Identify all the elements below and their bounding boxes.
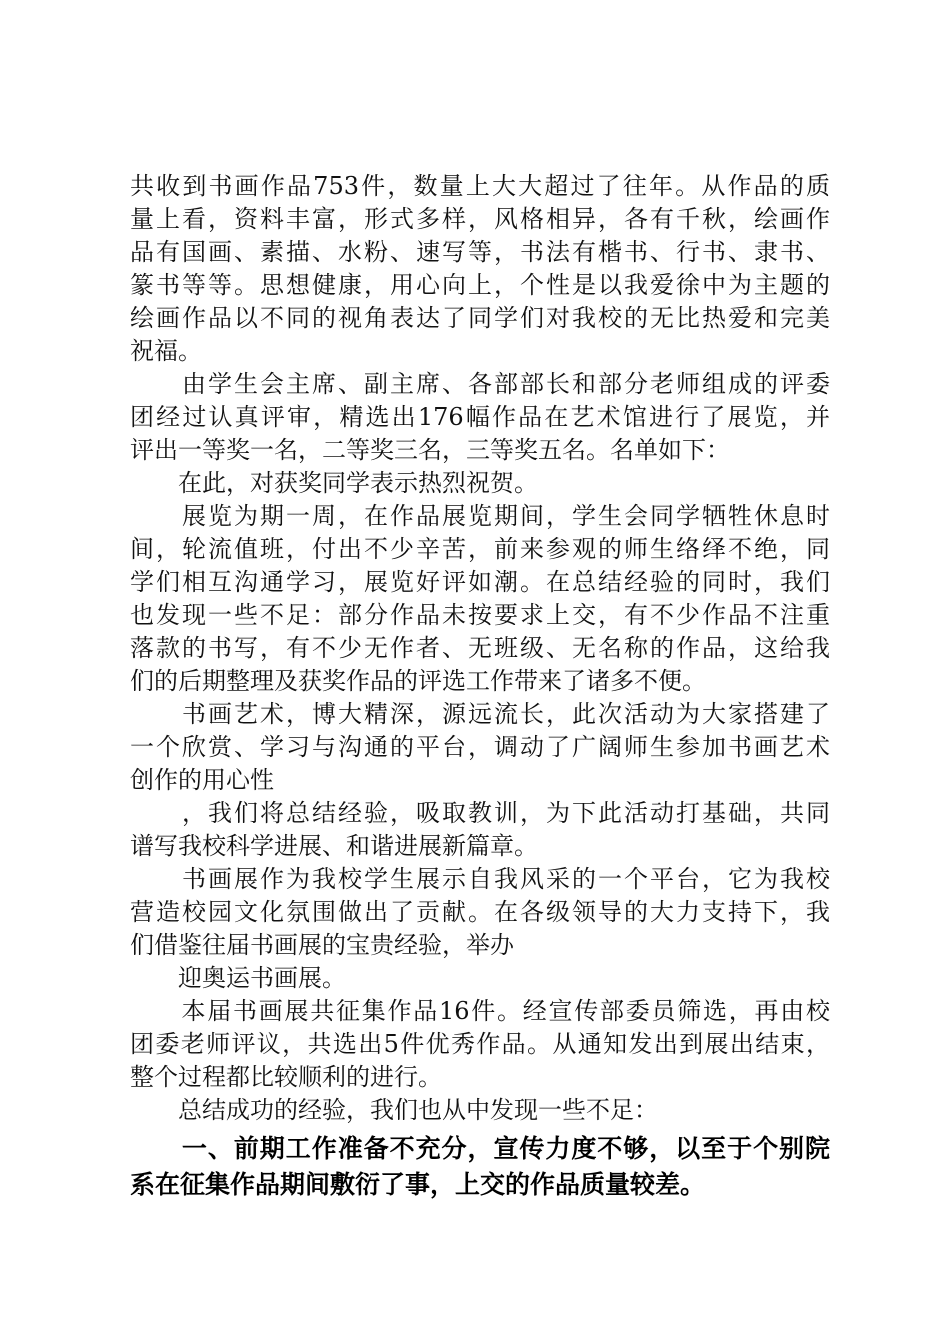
text-line: 评出一等奖一名，二等奖三名，三等奖五名。名单如下： [130,436,730,464]
text-line: 谱写我校科学进展、和谐进展新篇章。 [130,832,538,860]
text-line: 团委老师评议，共选出5件优秀作品。从通知发出到展出结束， [130,1030,830,1058]
text-line: 书画艺术，博大精深，源远流长，此次活动为大家搭建了 [130,700,830,728]
text-line: 共收到书画作品753件，数量上大大超过了往年。从作品的质 [130,172,830,200]
text-line: 总结成功的经验，我们也从中发现一些不足： [130,1096,658,1124]
text-line: 祝福。 [130,337,202,365]
text-line: 间，轮流值班，付出不少辛苦，前来参观的师生络绎不绝，同 [130,535,830,563]
text-line: 一个欣赏、学习与沟通的平台，调动了广阔师生参加书画艺术 [130,733,830,761]
text-line: 也发现一些不足：部分作品未按要求上交，有不少作品不注重 [130,601,830,629]
text-line: 在此，对获奖同学表示热烈祝贺。 [130,469,538,497]
text-line: ，我们将总结经验，吸取教训，为下此活动打基础，共同 [130,799,830,827]
text-line: 团经过认真评审，精选出176幅作品在艺术馆进行了展览，并 [130,403,830,431]
bold-heading-line: 一、前期工作准备不充分，宣传力度不够，以至于个别院 [130,1134,830,1163]
text-line: 绘画作品以不同的视角表达了同学们对我校的无比热爱和完美 [130,304,830,332]
text-line: 们借鉴往届书画展的宝贵经验，举办 [130,931,514,959]
text-line: 展览为期一周，在作品展览期间，学生会同学牺牲休息时 [130,502,830,530]
text-line: 篆书等等。思想健康，用心向上，个性是以我爱徐中为主题的 [130,271,830,299]
text-line: 整个过程都比较顺利的进行。 [130,1063,442,1091]
text-line: 落款的书写，有不少无作者、无班级、无名称的作品，这给我 [130,634,830,662]
text-line: 品有国画、素描、水粉、速写等，书法有楷书、行书、隶书、 [130,238,830,266]
text-line: 学们相互沟通学习，展览好评如潮。在总结经验的同时，我们 [130,568,830,596]
text-line: 们的后期整理及获奖作品的评选工作带来了诸多不便。 [130,667,706,695]
text-line: 营造校园文化氛围做出了贡献。在各级领导的大力支持下，我 [130,898,830,926]
bold-heading-line: 系在征集作品期间敷衍了事，上交的作品质量较差。 [130,1170,706,1199]
text-line: 由学生会主席、副主席、各部部长和部分老师组成的评委 [130,370,830,398]
text-line: 迎奥运书画展。 [130,964,346,992]
document-body [130,170,830,1203]
text-line: 书画展作为我校学生展示自我风采的一个平台，它为我校 [130,865,830,893]
text-line: 量上看，资料丰富，形式多样，风格相异，各有千秋，绘画作 [130,205,830,233]
text-line: 创作的用心性 [130,766,274,794]
text-line: 本届书画展共征集作品16件。经宣传部委员筛选，再由校 [130,997,830,1025]
